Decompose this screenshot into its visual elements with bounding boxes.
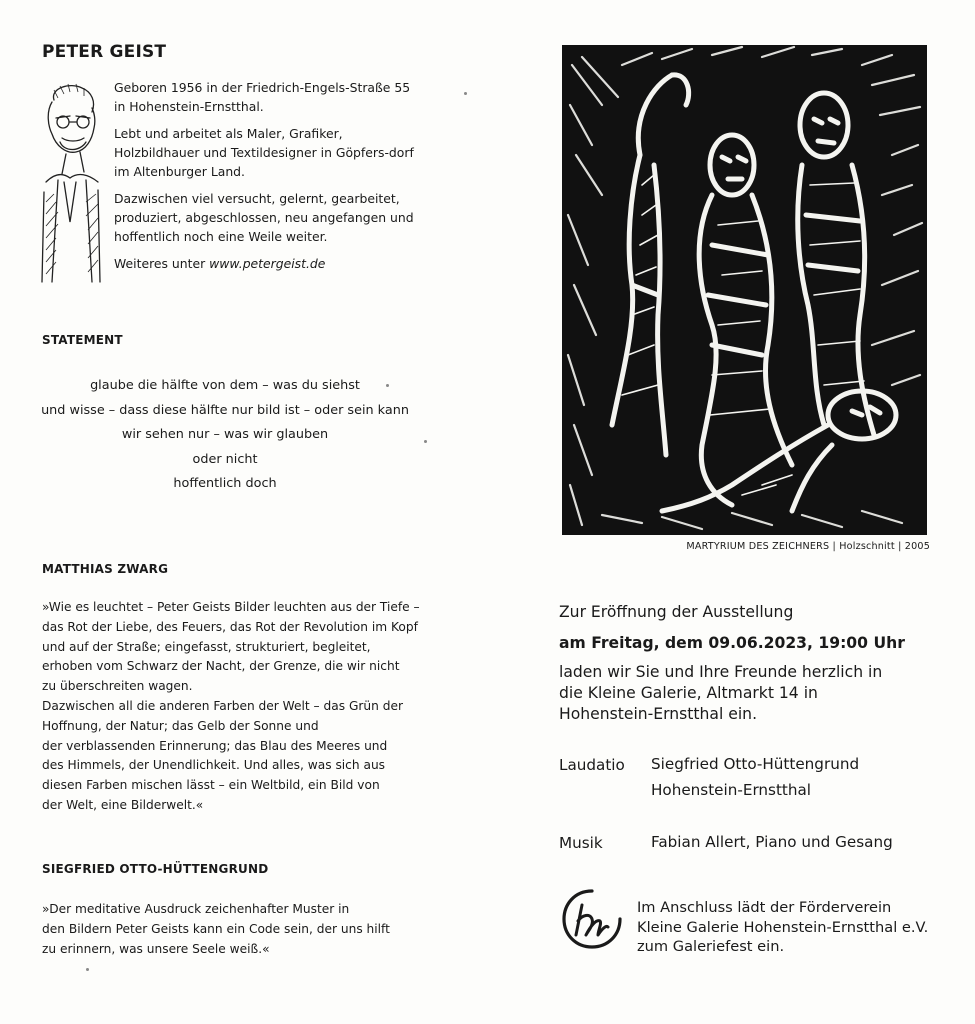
laudatio-name: Siegfried Otto-Hüttengrund	[651, 755, 860, 773]
statement-line: oder nicht	[192, 451, 258, 467]
verein-line: zum Galeriefest ein.	[637, 938, 785, 955]
bio-birth: Geboren 1956 in der Friedrich-Engels-Straße 55 in Hohenstein-Ernstthal.	[114, 80, 411, 114]
woodcut-artwork	[562, 45, 927, 535]
statement-line: wir sehen nur – was wir glauben	[121, 427, 329, 442]
foerderverein-text	[637, 898, 928, 957]
laudatio-value	[651, 751, 859, 803]
paper-speck	[464, 92, 467, 95]
invitation-date: am Freitag, dem 09.06.2023, 19:00 Uhr	[559, 634, 905, 652]
bio-work: Lebt und arbeitet als Maler, Grafiker, Holzbildhauer und Textildesigner in Göpfers-dorf im Altenburger Land.	[114, 126, 414, 179]
statement-heading: STATEMENT	[42, 333, 123, 347]
verein-line: Kleine Galerie Hohenstein-Ernstthal e.V.	[637, 918, 929, 936]
laudatio-label: Laudatio	[559, 756, 625, 774]
laudatio-place: Hohenstein-Ernstthal	[651, 781, 812, 799]
artist-website-link[interactable]: www.petergeist.de	[209, 256, 326, 271]
statement-line: glaube die hälfte von dem – was du siehst	[90, 378, 360, 393]
bio-more: Dazwischen viel versucht, gelernt, gearbeitet, produziert, abgeschlossen, neu angefangen und hoffentlich noch eine Weile weiter.	[114, 191, 414, 244]
paper-speck	[86, 968, 89, 971]
invitation-block	[559, 602, 905, 725]
artist-bio	[114, 78, 424, 281]
bio-link-line	[114, 254, 424, 273]
statement-line: hoffentlich doch	[173, 476, 277, 491]
paper-speck	[424, 440, 427, 443]
paper-speck	[386, 384, 389, 387]
artist-portrait-sketch	[40, 82, 102, 287]
invitation-intro: Zur Eröffnung der Ausstellung	[559, 603, 794, 621]
invitation-body-line: die Kleine Galerie, Altmarkt 14 in	[559, 684, 818, 702]
invitation-body-line: laden wir Sie und Ihre Freunde herzlich in	[559, 663, 883, 681]
otto-quote: »Der meditative Ausdruck zeichenhafter Muster in den Bildern Peter Geists kann ein Code sein, der uns hilft zu erinnern, was unsere Seele weiß.«	[42, 902, 390, 956]
gallery-logo-icon	[560, 887, 624, 951]
artwork-caption: MARTYRIUM DES ZEICHNERS | Holzschnitt | 2005	[686, 541, 930, 552]
statement-poem	[40, 374, 410, 497]
zwarg-heading: MATTHIAS ZWARG	[42, 562, 169, 576]
zwarg-quote: »Wie es leuchtet – Peter Geists Bilder leuchten aus der Tiefe – das Rot der Liebe, des Feuers, das Rot der Revolution im Kopf und auf der Straße; eingefasst, strukturiert, begleitet, erhoben vom Schwarz der Nacht, der Grenze, die wir nicht zu überschreiten wagen. Dazwischen all die anderen Farben der Welt – das Grün der Hoffnung, der Natur; das Gelb der Sonne und der verblassenden Erinnerung; das Blau des Meeres und des Himmels, der Unendlichkeit. Und alles, was sich aus diesen Farben mischen lässt – ein Weltbild, ein Bild von der Welt, eine Bilderwelt.«	[42, 600, 420, 812]
otto-heading: SIEGFRIED OTTO-HÜTTENGRUND	[42, 862, 269, 876]
bio-link-prefix: Weiteres unter	[114, 256, 210, 271]
statement-line: und wisse – dass diese hälfte nur bild ist – oder sein kann	[41, 402, 409, 418]
music-label: Musik	[559, 834, 603, 852]
verein-line: Im Anschluss lädt der Förderverein	[637, 899, 892, 916]
music-value: Fabian Allert, Piano und Gesang	[651, 833, 893, 851]
artist-name: PETER GEIST	[42, 42, 167, 62]
invitation-body-line: Hohenstein-Ernstthal ein.	[559, 705, 758, 723]
